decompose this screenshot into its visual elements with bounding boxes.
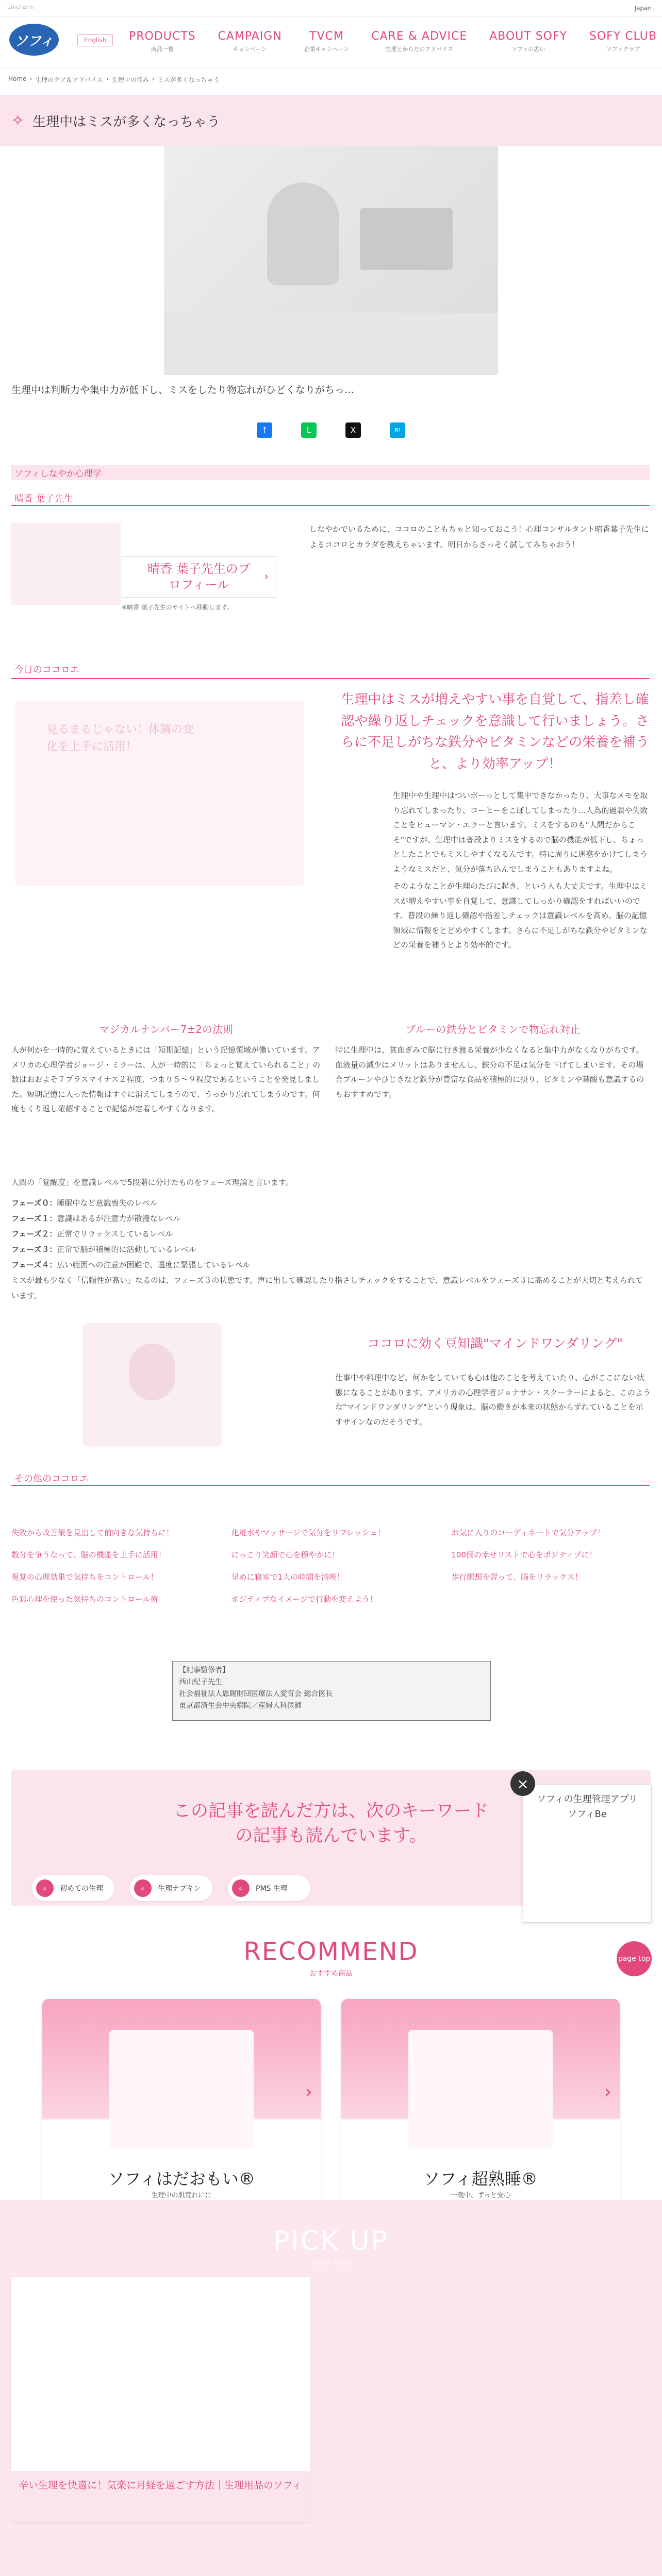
phase-theory: 人間の「覚醒度」を意識レベルで5段階に分けたものをフェーズ理論と言います。 フェーズ０：睡眠中など意識喪失のレベル フェーズ１：意識はあるが注意力が散漫なレベル フェーズ２：正常でリラックスしているレベル フェーズ３：正常で脳が積極的に活動しているレベル フェーズ４：広い範囲への注意が困難で、過度に緊張しているレベル ミスが最も少なく「信頼性が高い」なるのは、フェーズ３の状態です。声に出して確認したり指さしチェックをすることで、意識レベルをフェーズ３に高めることが大切と考えられています。 [11,1178,643,1300]
x-icon[interactable]: X [345,422,361,438]
catch-copy: 生理中はミスが増えやすい事を自覚して、指差し確認や繰り返しチェックを意識して行いましょう。さらに不足しがちな鉄分やビタミンなどの栄養を補うと、より効率アップ！ [340,692,649,772]
breadcrumb-current: ミスが多くなっちゃう [157,76,220,83]
other-link[interactable]: 失敗から改善策を見出して前向きな気持ちに！ [11,1528,174,1537]
pickup-card[interactable]: 辛い生理を快適に！気楽に月経を過ごす方法｜生理用品のソフィ [11,2277,310,2522]
doctor-photo [11,522,121,605]
column-1-text: 人が何かを一時的に覚えているときには「短期記憶」という記憶領域が働いています。アメリカの心理学者ジョージ・ミラーは、人が一時的に「ちょっと覚えていられること」の数はおおよそ７プラスマイナス２程度、つまり５〜９程度であるということを発見しました。短期記憶に入った情報はすぐに消えてしまうので、うっかり忘れてしまうのです。何度もくり返し確認することで記憶が定着しやすくなります。 [11,1045,321,1113]
other-link[interactable]: にっこり笑顔で心を穏やかに！ [231,1550,340,1560]
close-icon[interactable]: × [510,1771,535,1796]
site-header [0,16,662,68]
nav-about-sofy[interactable]: ABOUT SOFY ソフィの思い [489,30,568,53]
app-popup[interactable]: ソフィの生理管理アプリ ソフィBe [523,1785,652,1923]
page-title: 生理中はミスが多くなっちゃう [32,114,221,130]
global-nav [129,30,657,53]
other-link[interactable]: 化粧水やマッサージで気分をリフレッシュ！ [231,1528,385,1537]
breadcrumb-home[interactable]: Home [8,75,27,82]
keyword-button[interactable]: ⌕ PMS 生理 [228,1875,310,1901]
mind-wandering-title: ココロに効く豆知識"マインドワンダリング" [367,1336,623,1351]
doctor-name: 晴香 葉子先生 [14,494,73,504]
top-bar [0,0,662,16]
english-button[interactable]: English [77,34,113,46]
breadcrumb-care[interactable]: 生理のケア＆アドバイス [35,76,103,83]
recommend-card[interactable]: › ソフィはだおもい® 生理中の肌荒れにに [42,1999,321,2215]
today-label: 今日のココロエ [14,665,79,675]
article-lead: 生理中は判断力や集中力が低下し、ミスをしたり物忘れがひどくなりがちっ… [11,384,355,396]
keyword-button[interactable]: ⌕ 生理ナプキン [130,1875,212,1901]
keyword-title: この記事を読んだ方は、次のキーワードの記事も読んでいます。 [173,1801,489,1846]
column-2-title: ブルーの鉄分とビタミンで物忘れ対止 [405,1023,581,1036]
pickup-section [0,2200,662,2576]
other-link[interactable]: 数分を争うなって、脳の機能を上手に活用！ [11,1550,166,1560]
paragraph-3: 仕事中や料理中など、何かをしていても心は他のことを考えていたり、心がここにない状態になることがあります。アメリカの心理学者ジョナサン・スクーラーによると、このような"マインドワンダリング"という現象は、脳の働きが本来の状態からずれていることを示すサインなのだそうです。 [335,1373,651,1427]
breadcrumb-worry[interactable]: 生理中の悩み [111,76,149,83]
hero-image [164,146,498,375]
line-icon[interactable]: L [301,422,317,438]
nav-tvcm[interactable]: TVCM 企業キャンペーン [304,30,350,53]
divider [11,505,650,506]
hatena-icon[interactable]: B! [390,422,405,438]
sparkle-icon: ✧ [11,111,25,130]
keyword-button[interactable]: ⌕ 初めての生理 [32,1875,114,1901]
sofy-logo[interactable]: ソフィ [9,24,59,56]
breadcrumb: Home › 生理のケア＆アドバイス › 生理中の悩み › ミスが多くなっちゃう [8,75,220,83]
supervisor-box: 【記事監修者】 西山紀子先生 社会福祉法人恩賜財団医療法人愛育会 総合医長 東京都済生会中央病院／産婦人科医師 [172,1661,491,1721]
column-2-text: 特に生理中は、貧血ぎみで脳に行き渡る栄養が少なくなると集中力がなくなりがちです。血液量の減少はメリットはありませんし、鉄分の不足は気分を下げてしまいます。その場合ブルーンやひじきなど鉄分が豊富な食品を積極的に摂り、ビタミンや葉酸も意識するのもおすすめです。 [335,1045,644,1099]
page-top-button[interactable]: page top [617,1941,652,1976]
recommend-title: RECOMMEND [243,1937,419,1966]
language-switch[interactable]: Japan [634,5,652,12]
facebook-icon[interactable]: f [257,422,272,438]
article-title-bar [0,95,662,146]
pickup-title: PICK UP [273,2226,389,2257]
other-link[interactable]: 早めに寝室で1人の時間を満喫！ [231,1572,345,1582]
search-icon: ⌕ [134,1879,152,1897]
other-label: その他のココロエ [14,1473,89,1484]
column-1-title: マジカルナンバー7±2の法則 [99,1023,233,1036]
recommend-subtitle: おすすめ商品 [309,1970,353,1978]
search-icon: ⌕ [232,1879,250,1897]
other-link[interactable]: ポジティブなイメージで行動を変えよう！ [231,1595,378,1604]
nav-campaign[interactable]: CAMPAIGN キャンペーン [218,30,282,53]
illustration: 見るまるじゃない！体調の変化を上手に活用！ [15,701,304,886]
search-icon: ⌕ [36,1879,54,1897]
other-link[interactable]: 視覚の心理効果で気持ちをコントロール！ [11,1572,158,1582]
corp-logo[interactable]: unicharm [7,4,34,10]
pickup-subtitle: ピックアップ [311,2260,351,2267]
chevron-right-icon: › [264,570,269,583]
nav-sofy-club[interactable]: SOFY CLUB ソフィクラブ [589,30,657,53]
product-image [408,2030,553,2148]
woman-illustration [82,1323,222,1447]
doctor-intro: しなやかでいるために、ココロのこともちゃと知っておこう！心理コンサルタント晴香葉子先生によるココロとカラダを教えちゃいます。明日からさっそく試してみちゃおう！ [309,524,649,549]
section-shinsaku: ソフィしなやか心理学 [11,465,650,480]
other-link[interactable]: 歩行瞑想を習って、脳をリラックス！ [451,1572,583,1582]
nav-care-advice[interactable]: CARE & ADVICE 生理とからだのアドバイス [371,30,468,53]
divider [11,678,650,679]
doctor-profile-link[interactable]: 晴香 葉子先生のプロフィール › [122,556,276,598]
other-link[interactable]: 色彩心理を使った気持ちのコントロール術 [11,1595,158,1604]
divider [11,1485,650,1486]
other-link[interactable]: お気に入りのコーディネートで気分アップ！ [451,1528,605,1537]
recommend-card[interactable]: › ソフィ超熟睡® 一晩中、ずっと安心 [341,1999,620,2215]
chevron-right-icon: › [604,2081,611,2103]
nav-products[interactable]: PRODUCTS 商品一覧 [129,30,196,53]
product-image [109,2030,254,2148]
chevron-right-icon: › [305,2081,312,2103]
doctor-note: ※晴香 葉子先生のサイトへ移動します。 [122,604,234,611]
other-links [11,1527,651,1604]
paragraph-2: そのようなことが生理のたびに起き、という人も大丈夫です。生理中はミスが増えやすい事を自覚して、意識してしっかり確認をすればいいのです。普段の繰り返し確認や指差しチェックは意識レベルを高め、脳の記憶領域に情報をとどめやすくします。さらに不足しがちな鉄分やビタミンなどの栄養を補うとより効率的です。 [393,882,648,950]
share-buttons [257,422,405,438]
other-link[interactable]: 100個の幸せリストで心をポジティブに！ [451,1550,597,1560]
paragraph-1: 生理中や生理中はついボーっとして集中できなかったり、大事なメモを取り忘れてしまったり、コーヒーをこぼしてしまったり…人為的過誤や失敗ことをヒューマン・エラーと言います。ミスをするのも"人間だからこそ"ですが、生理中は普段よりミスをするので脳の機能が低下し、ちょっとしたことでもミスしやすくなるんです。特に周りに迷惑をかけてしまうようなミスだと、気分が落ち込んでしまうこともありますよね。 [393,791,648,874]
